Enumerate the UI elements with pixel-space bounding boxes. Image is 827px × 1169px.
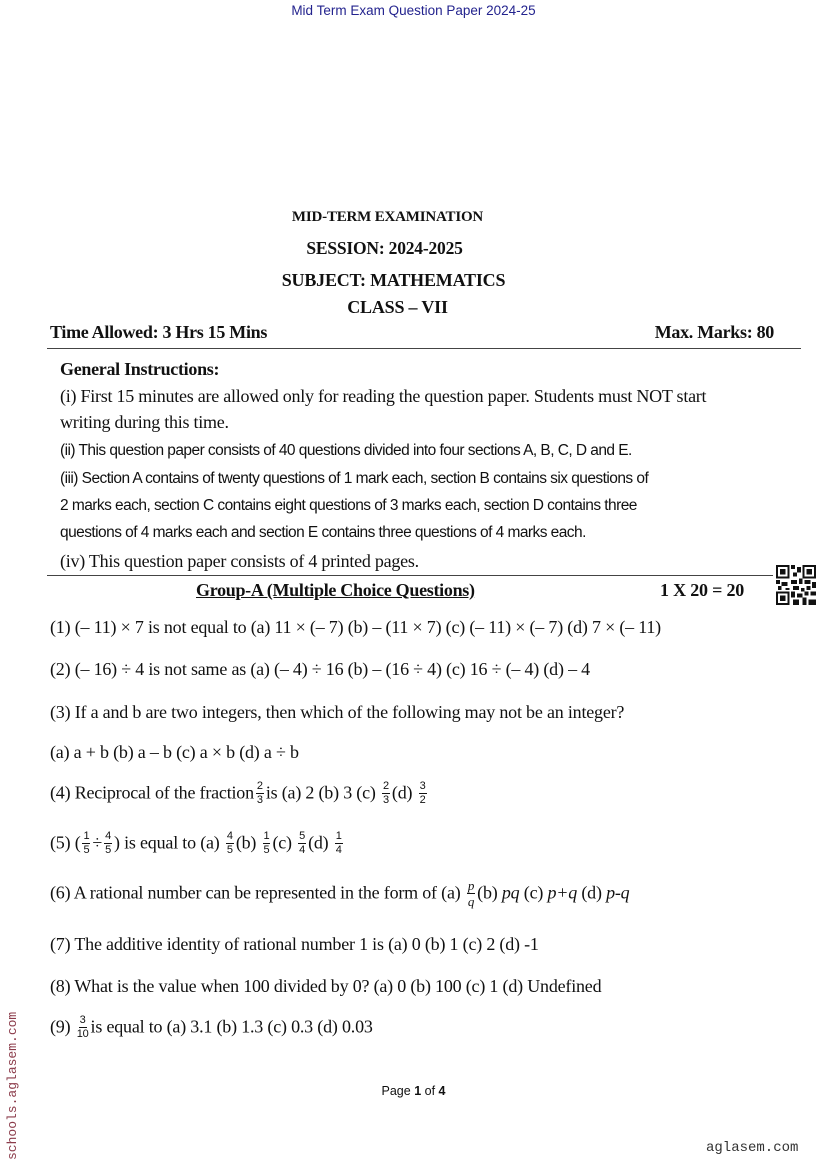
- instruction-3-cont2: questions of 4 marks each and section E contains three questions of 4 marks each.: [60, 524, 586, 541]
- instruction-2: (ii) This question paper consists of 40 questions divided into four sections A, B, C, D and E.: [60, 442, 632, 459]
- fraction: $\frac{3}{2}$: [419, 780, 426, 806]
- question-6: (6) A rational number can be represented in the form of (a) $\frac{p}{q}$ (b) pq (c) p+q (d) p-q: [50, 878, 630, 909]
- fraction: $\frac{4}{5}$: [105, 830, 112, 856]
- question-2: (2) (– 16) ÷ 4 is not same as (a) (– 4) ÷ 16 (b) – (16 ÷ 4) (c) 16 ÷ (– 4) (d) – 4: [50, 659, 590, 679]
- divider: [47, 348, 801, 349]
- top-banner-title: Mid Term Exam Question Paper 2024-25: [291, 3, 536, 18]
- group-a-title: Group-A (Multiple Choice Questions): [196, 580, 475, 600]
- session-title: SESSION: 2024-2025: [306, 238, 463, 258]
- fraction: $\frac{3}{10}$: [76, 1014, 89, 1040]
- question-3: (3) If a and b are two integers, then which of the following may not be an integer?: [50, 702, 625, 722]
- time-allowed: Time Allowed: 3 Hrs 15 Mins: [50, 322, 268, 342]
- group-a-marks: 1 X 20 = 20: [660, 580, 745, 600]
- exam-title: MID-TERM EXAMINATION: [291, 209, 484, 225]
- fraction: $\frac{2}{3}$: [383, 780, 389, 806]
- fraction: $\frac{1}{5}$: [83, 830, 90, 856]
- question-1: (1) (– 11) × 7 is not equal to (a) 11 × (– 7) (b) – (11 × 7) (c) (– 11) × (– 7) (d) 7 × (– 11): [50, 617, 661, 637]
- subject-title: SUBJECT: MATHEMATICS: [281, 270, 506, 290]
- class-title: CLASS – VII: [347, 297, 448, 317]
- fraction: $\frac{1}{5}$: [263, 830, 270, 856]
- instruction-3-cont: 2 marks each, section C contains eight questions of 3 marks each, section D contains three: [60, 497, 637, 514]
- fraction: $\frac{5}{4}$: [299, 830, 306, 856]
- instruction-3: (iii) Section A contains of twenty questions of 1 mark each, section B contains six questions of: [60, 470, 649, 487]
- question-7: (7) The additive identity of rational number 1 is (a) 0 (b) 1 (c) 2 (d) -1: [50, 934, 539, 954]
- exam-meta-row: [50, 322, 774, 343]
- question-3-options: (a) a + b (b) a – b (c) a × b (d) a ÷ b: [50, 742, 299, 762]
- question-8: (8) What is the value when 100 divided by 0? (a) 0 (b) 100 (c) 1 (d) Undefined: [50, 976, 602, 996]
- qr-code-icon: [776, 565, 816, 605]
- divider: [47, 575, 773, 576]
- instruction-4: (iv) This question paper consists of 4 printed pages.: [60, 551, 419, 571]
- page-number: Page 1 of 4: [381, 1084, 446, 1098]
- fraction: $\frac{4}{5}$: [226, 830, 233, 856]
- bottom-watermark: aglasem.com: [706, 1140, 799, 1156]
- instruction-1-cont: writing during this time.: [60, 412, 229, 432]
- question-4: (4) Reciprocal of the fraction $\frac{2}{3}$ is (a) 2 (b) 3 (c) $\frac{2}{3}$ (d) $\frac{3}{2}$: [50, 780, 426, 806]
- question-5: (5) ( $\frac{1}{5}$ ÷ $\frac{4}{5}$ ) is equal to (a) $\frac{4}{5}$ (b) $\frac{1}{5}$ (c) $\frac{5}{4}$ (d) $\frac{1}{4}$: [50, 830, 342, 856]
- fraction: $\frac{2}{3}$: [256, 780, 263, 806]
- instructions-title: General Instructions:: [60, 359, 220, 379]
- fraction: $\frac{p}{q}$: [467, 878, 475, 909]
- fraction: $\frac{1}{4}$: [335, 830, 342, 856]
- side-watermark: schools.aglasem.com: [5, 1011, 20, 1160]
- max-marks: Max. Marks: 80: [654, 322, 774, 342]
- instruction-1: (i) First 15 minutes are allowed only for reading the question paper. Students must NOT start: [60, 386, 707, 406]
- question-9: (9) $\frac{3}{10}$ is equal to (a) 3.1 (b) 1.3 (c) 0.3 (d) 0.03: [50, 1014, 373, 1040]
